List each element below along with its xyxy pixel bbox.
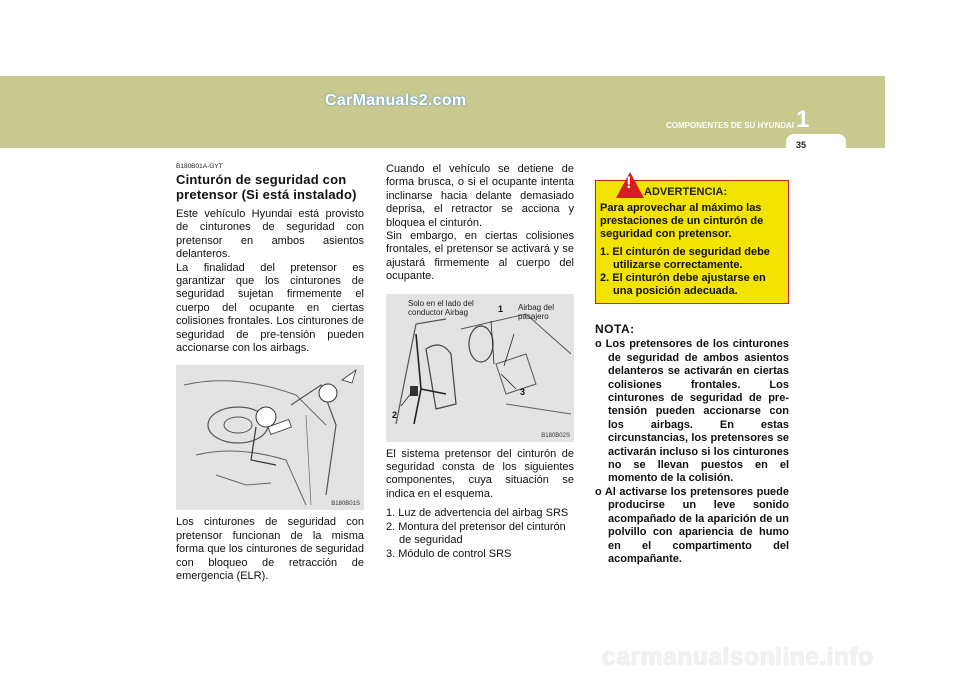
components-list: [386, 507, 574, 561]
exclamation-icon: !: [626, 173, 632, 192]
purpose-paragraph: La finalidad del pretensor es garantizar que los cinturones de seguridad sujetan firmemente el cuerpo del ocupante en ciertas colisiones frontales. Los cinturones de seguridad de pre-tensión pueden accionarse con los airbags.: [176, 261, 364, 355]
figure-components-diagram: [386, 294, 574, 442]
list-item: 3. Módulo de control SRS: [386, 547, 512, 560]
list-item: o Los pretensores de los cinturones de seguridad de ambos asientos delanteros se activarán en ciertas colisiones frontales. Los cinturones de seguridad de pre-tensión pueden accionarse con los airbags. En estas circunstancias, los pretensores se activarán incluso si los cinturones no se llevan puestos en el momento de la colisión.: [595, 338, 789, 485]
callout-number-2: 2: [392, 409, 398, 420]
section-code: B180B01A-GYT: [176, 163, 223, 170]
warning-box: [595, 173, 789, 304]
callout-passenger-airbag: Airbag del pasajero: [518, 302, 555, 321]
header-band: [0, 76, 885, 148]
section-heading: Cinturón de seguridad con pretensor (Si está instalado): [176, 172, 357, 202]
list-item: 1. El cinturón de seguridad debe utilizarse correctamente.: [600, 245, 770, 271]
activation-paragraph: Sin embargo, en ciertas colisiones frontales, el pretensor se activará y se ajustará firmemente al cuerpo del ocupante.: [386, 230, 574, 283]
elr-paragraph: Los cinturones de seguridad con pretensor funcionan de la misma forma que los cinturones de seguridad con bloqueo de retracción de emergencia (ELR).: [176, 516, 364, 583]
chapter-number: 1: [796, 106, 810, 133]
page-number: 35: [796, 140, 807, 150]
figure-pretensioner-illustration: [176, 365, 364, 510]
watermark-top[interactable]: CarManuals2.com: [325, 92, 467, 109]
figure-code: B180B02S: [541, 432, 570, 439]
warning-header: [600, 173, 784, 202]
list-item: 1. Luz de advertencia del airbag SRS: [386, 507, 569, 520]
retractor-paragraph: Cuando el vehículo se detiene de forma brusca, o si el ocupante intenta inclinarse hacia delante demasiado deprisa, el retractor se acciona y bloquea el cinturón.: [386, 163, 574, 229]
note-list: [595, 338, 789, 566]
column-right: [595, 173, 789, 566]
warning-intro: Para aprovechar al máximo las prestaciones de un cinturón de seguridad con pretensor.: [600, 202, 764, 241]
watermark-bottom[interactable]: carmanualsonline.info: [602, 643, 874, 671]
warning-list: [600, 246, 784, 299]
page-number-tab: [786, 134, 846, 156]
note-title: NOTA:: [595, 322, 635, 337]
callout-number-1: 1: [498, 303, 504, 314]
list-item: 2. Montura del pretensor del cinturón de seguridad: [386, 520, 566, 547]
components-paragraph: El sistema pretensor del cinturón de seguridad consta de los siguientes componentes, cuya situación se indica en el esquema.: [386, 447, 574, 500]
callout-number-3: 3: [520, 386, 526, 397]
callout-driver-airbag: Solo en el lado del conductor Airbag: [408, 298, 474, 317]
figure-code: B180B01S: [331, 501, 360, 508]
list-item: o Al activarse los pretensores puede producirse un leve sonido acompañado de la aparición de un polvillo con apariencia de humo en el compartimento del acompañante.: [595, 485, 789, 565]
warning-title: ADVERTENCIA:: [644, 186, 728, 198]
car-interior-drawing: [176, 365, 364, 510]
column-middle: [386, 163, 574, 561]
intro-paragraph: Este vehículo Hyundai está provisto de cinturones de seguridad con pretensor en ambos asientos delanteros.: [176, 208, 364, 261]
column-left: [176, 163, 364, 584]
list-item: 2. El cinturón debe ajustarse en una posición adecuada.: [600, 272, 766, 298]
section-title: COMPONENTES DE SU HYUNDAI: [665, 121, 794, 130]
